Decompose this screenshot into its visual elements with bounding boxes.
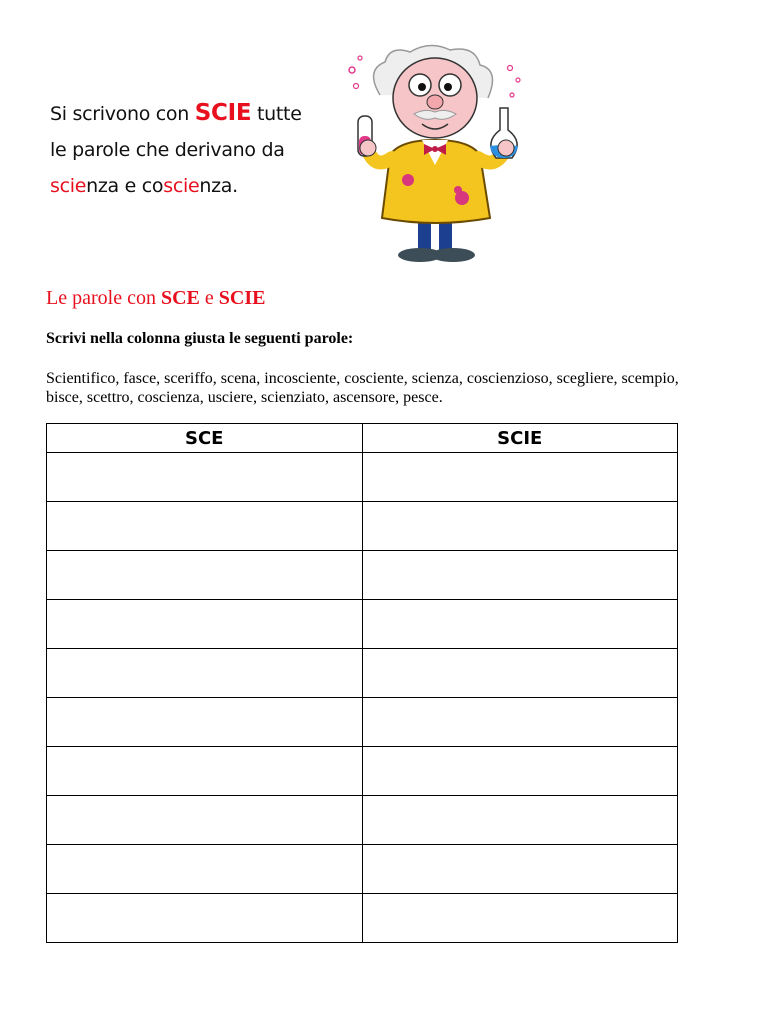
answer-cell-scie[interactable]: [362, 600, 678, 649]
scientist-illustration-icon: [340, 40, 530, 275]
rule-text: tutte: [251, 103, 302, 125]
answer-cell-sce[interactable]: [47, 649, 363, 698]
rule-highlight-scie: SCIE: [194, 100, 252, 126]
column-header-scie: SCIE: [362, 424, 678, 453]
answer-cell-sce[interactable]: [47, 747, 363, 796]
answer-cell-sce[interactable]: [47, 600, 363, 649]
page-title: [46, 287, 265, 310]
rule-highlight: scie: [163, 175, 200, 197]
instruction: Scrivi nella colonna giusta le seguenti parole:: [46, 330, 354, 347]
rule-box: [50, 95, 340, 204]
answer-cell-scie[interactable]: [362, 453, 678, 502]
column-header-sce: SCE: [47, 424, 363, 453]
title-text: Le parole con: [46, 287, 161, 309]
word-list: Scientifico, fasce, sceriffo, scena, incosciente, cosciente, scienza, coscienzioso, scegliere, scempio, bisce, scettro, coscienza, usciere, scienziato, ascensore, pesce.: [46, 370, 679, 406]
answer-cell-sce[interactable]: [47, 551, 363, 600]
table-row: [47, 453, 678, 502]
answer-cell-sce[interactable]: [47, 453, 363, 502]
table-row: [47, 551, 678, 600]
table-row: [47, 845, 678, 894]
rule-line-3: [50, 168, 340, 204]
answer-cell-scie[interactable]: [362, 551, 678, 600]
answer-cell-scie[interactable]: [362, 796, 678, 845]
answer-table: [46, 423, 678, 943]
table-row: [47, 796, 678, 845]
table-row: [47, 502, 678, 551]
title-text: e: [199, 287, 219, 309]
table-row: [47, 698, 678, 747]
table-row: [47, 649, 678, 698]
table-row: [47, 894, 678, 943]
rule-text: Si scrivono con: [50, 103, 195, 125]
table-row: [47, 600, 678, 649]
rule-text: nza e co: [86, 175, 164, 197]
answer-cell-sce[interactable]: [47, 894, 363, 943]
title-scie: SCIE: [218, 287, 266, 309]
answer-cell-scie[interactable]: [362, 502, 678, 551]
answer-cell-sce[interactable]: [47, 698, 363, 747]
answer-cell-scie[interactable]: [362, 747, 678, 796]
answer-cell-sce[interactable]: [47, 845, 363, 894]
answer-cell-sce[interactable]: [47, 502, 363, 551]
table-header-row: [47, 424, 678, 453]
answer-cell-scie[interactable]: [362, 649, 678, 698]
rule-line-1: [50, 95, 340, 132]
answer-cell-scie[interactable]: [362, 698, 678, 747]
answer-cell-scie[interactable]: [362, 894, 678, 943]
rule-line-2: le parole che derivano da: [50, 139, 285, 161]
answer-cell-sce[interactable]: [47, 796, 363, 845]
answer-cell-scie[interactable]: [362, 845, 678, 894]
table-row: [47, 747, 678, 796]
rule-highlight: scie: [50, 175, 87, 197]
rule-text: nza.: [199, 175, 238, 197]
title-sce: SCE: [160, 287, 200, 309]
